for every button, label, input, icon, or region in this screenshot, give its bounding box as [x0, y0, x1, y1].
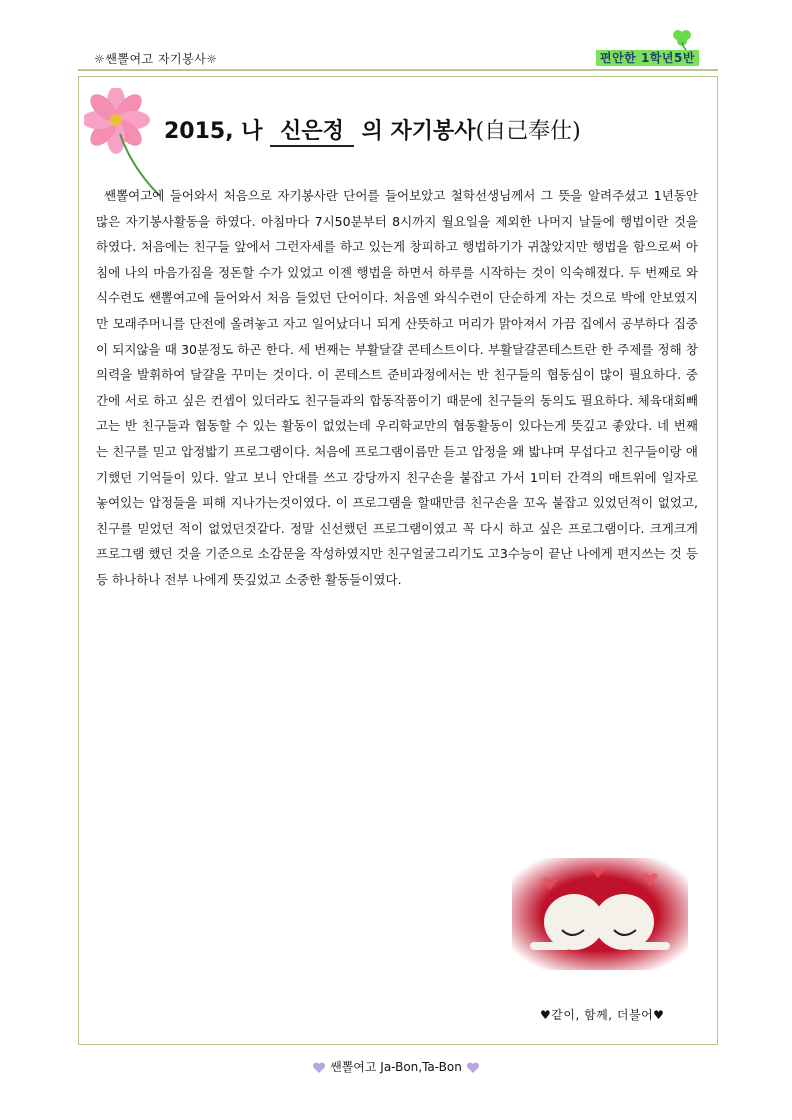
- heart-icon: [312, 1061, 326, 1075]
- page-footer: [0, 1058, 792, 1075]
- hugging-couple-photo: [512, 858, 688, 970]
- author-name: 신은정: [270, 119, 354, 147]
- closing-motto: ♥같이, 함께, 더불어♥: [540, 1008, 665, 1022]
- clover-icon: [669, 26, 695, 52]
- header-divider: [78, 69, 718, 71]
- header-title: ☼쌘뽈여고 자기봉사☼: [94, 52, 218, 66]
- essay-paragraph: 쌘뽈여고에 들어와서 처음으로 자기봉사란 단어를 들어보았고 철학선생님께서 그 뜻을 알려주셨고 1년동안 많은 자기봉사활동을 하였다. 아침마다 7시50분부터 8시까지 월요일을 제외한 나머지 날들에 행법이란 것을 하였다. 처음에는 친구들 앞에서 그런자세를 하고 있는게 창피하고 행법하기가 귀찮았지만 행법을 함으로써 아침에 나의 마음가짐을 정돈할 수가 있었고 이젠 행법을 하면서 하루를 시작하는 것이 익숙해졌다. 두 번째로 와식수련도 쌘뽈여고에 들어와서 처음 들었던 단어이다. 처음엔 와식수련이 단순하게 자는 것으로 박에 안보였지만 모래주머니를 단전에 올려놓고 자고 일어났더니 되게 산뜻하고 머리가 맑아져서 가끔 집에서 공부하다 집중이 되지않을 때 30분정도 하곤 한다. 세 번째는 부활달걀 콘테스트이다. 부활달걀콘테스트란 한 주제를 정해 창의력을 발휘하여 달걀을 꾸미는 것이다. 이 콘테스트 준비과정에서는 반 친구들의 협동심이 많이 필요하다. 중간에 서로 하고 싶은 컨셉이 있더라도 친구들과의 합동작품이기 때문에 친구들의 동의도 필요하다. 체육대회빼고는 반 친구들과 협동할 수 있는 활동이 없었는데 우리학교만의 협동활동이 있다는게 뜻깊고 좋았다. 네 번째는 친구를 믿고 압정밟기 프로그램이다. 처음에 프로그램이름만 듣고 압정을 왜 밟냐며 무섭다고 친구들이랑 얘기했던 기억들이 있다. 알고 보니 안대를 쓰고 강당까지 친구손을 붙잡고 가서 1미터 간격의 매트위에 일자로 놓여있는 압정들을 피해 지나가는것이였다. 이 프로그램을 할때만큼 친구손을 꼬옥 붙잡고 있었던적이 없었고, 친구를 믿었던 적이 없었던것같다. 정말 신선했던 프로그램이였고 꼭 다시 하고 싶은 프로그램이다. 크게크게 프로그램 했던 것을 기준으로 소감문을 작성하였지만 친구얼굴그리기도 고3수능이 끝난 나에게 편지쓰는 것 등등 하나하나 전부 나에게 뜻깊었고 소중한 활동들이였다.: [96, 188, 698, 587]
- page-title: [164, 114, 581, 147]
- title-suffix: 의 자기봉사: [353, 119, 476, 144]
- heart-icon: [466, 1061, 480, 1075]
- footer-text: 쌘뽈여고 Ja-Bon,Ta-Bon: [330, 1060, 462, 1074]
- title-hanja: (自己奉仕): [475, 119, 581, 144]
- essay-body: [96, 183, 698, 593]
- class-badge: 편안한 1학년5반: [596, 50, 699, 66]
- title-prefix: 2015, 나: [164, 119, 271, 144]
